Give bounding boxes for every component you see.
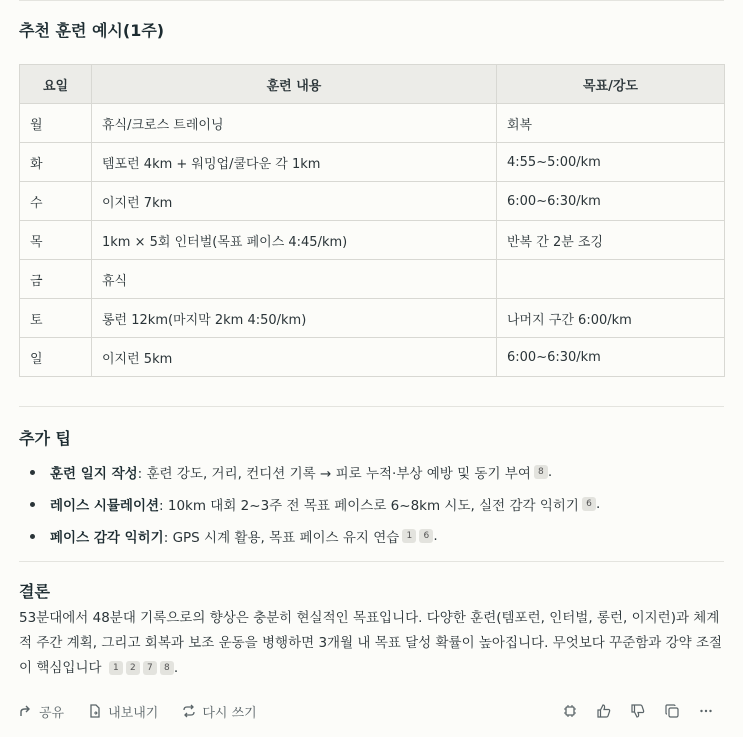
cell-content: 휴식/크로스 트레이닝 (92, 104, 497, 143)
more-button[interactable] (698, 703, 714, 719)
thumbs-down-button[interactable] (630, 703, 646, 719)
tip-heading: 훈련 일지 작성 (50, 466, 138, 482)
share-icon (19, 704, 33, 718)
cell-day: 토 (20, 299, 92, 338)
citation-badge[interactable]: 7 (143, 661, 157, 675)
copy-button[interactable] (664, 703, 680, 719)
table-row (20, 299, 725, 338)
tip-text: : 훈련 강도, 거리, 컨디션 기록 → 피로 누적·부상 예방 및 동기 부여 (137, 466, 531, 482)
bullet-icon (30, 534, 35, 539)
rewrite-label: 다시 쓰기 (202, 705, 257, 721)
citation-badge[interactable]: 6 (582, 497, 596, 511)
table-row (20, 221, 725, 260)
chip-icon (563, 704, 577, 718)
tips-list (30, 456, 600, 552)
section-title-tips: 추가 팁 (19, 429, 71, 448)
table-header-row (20, 65, 725, 104)
copy-icon (665, 704, 679, 718)
conclusion-end: . (173, 660, 179, 676)
conclusion-paragraph (19, 606, 729, 681)
header-content: 훈련 내용 (92, 65, 497, 104)
citation-badge[interactable]: 1 (109, 661, 123, 675)
bullet-icon (30, 470, 35, 475)
sources-button[interactable] (562, 703, 578, 719)
export-label: 내보내기 (108, 705, 159, 721)
conclusion-text: 53분대에서 48분대 기록으로의 향상은 충분히 현실적인 목표입니다. 다양한 훈련(템포런, 인터벌, 롱런, 이지런)과 체계적 주간 계획, 그리고 회복과 보조 운동을 병행하면 3개월 내 목표 달성 확률이 높아집니다. 무엇보다 꾸준함과 강약 조절이 핵심입니다 (19, 610, 723, 676)
bullet-icon (30, 502, 35, 507)
divider (19, 561, 724, 562)
tip-end: . (547, 464, 553, 480)
cell-day: 수 (20, 182, 92, 221)
tip-text: : 10km 대회 2~3주 전 목표 페이스로 6~8km 시도, 실전 감각 익히기 (159, 498, 579, 514)
cell-goal: 4:55~5:00/km (497, 143, 725, 182)
cell-day: 목 (20, 221, 92, 260)
cell-goal: 회복 (497, 104, 725, 143)
cell-goal: 6:00~6:30/km (497, 338, 725, 377)
section-title-weekly-plan: 추천 훈련 예시(1주) (19, 21, 165, 40)
cell-day: 화 (20, 143, 92, 182)
cell-day: 금 (20, 260, 92, 299)
cell-content: 롱런 12km(마지막 2km 4:50/km) (92, 299, 497, 338)
feedback-actions (544, 700, 714, 722)
export-button[interactable] (88, 702, 158, 721)
cell-goal (497, 260, 725, 299)
cell-goal: 나머지 구간 6:00/km (497, 299, 725, 338)
more-icon (699, 704, 713, 718)
divider (19, 406, 724, 407)
cell-day: 월 (20, 104, 92, 143)
citation-badge[interactable]: 6 (419, 529, 433, 543)
thumbs-down-icon (631, 704, 645, 718)
rewrite-icon (182, 704, 196, 718)
citation-badge[interactable]: 8 (534, 465, 548, 479)
tip-text: : GPS 시계 활용, 목표 페이스 유지 연습 (163, 530, 400, 546)
citation-badge[interactable]: 1 (402, 529, 416, 543)
training-plan-table (19, 64, 725, 377)
cell-content: 이지런 5km (92, 338, 497, 377)
list-item (30, 520, 600, 552)
section-title-conclusion: 결론 (19, 582, 50, 601)
cell-content: 1km × 5회 인터벌(목표 페이스 4:45/km) (92, 221, 497, 260)
top-divider (19, 0, 724, 1)
export-icon (88, 704, 102, 718)
action-bar (19, 700, 724, 722)
table-row (20, 260, 725, 299)
thumbs-up-icon (597, 704, 611, 718)
cell-goal: 6:00~6:30/km (497, 182, 725, 221)
cell-content: 휴식 (92, 260, 497, 299)
cell-content: 이지런 7km (92, 182, 497, 221)
cell-content: 템포런 4km + 워밍업/쿨다운 각 1km (92, 143, 497, 182)
citation-badge[interactable]: 8 (160, 661, 174, 675)
tip-end: . (433, 528, 438, 544)
header-goal: 목표/강도 (497, 65, 725, 104)
table-row (20, 143, 725, 182)
share-label: 공유 (39, 705, 65, 721)
tip-end: . (595, 496, 601, 512)
citation-badge[interactable]: 2 (126, 661, 140, 675)
list-item (30, 488, 600, 520)
table-row (20, 338, 725, 377)
cell-goal: 반복 간 2분 조깅 (497, 221, 725, 260)
list-item (30, 456, 600, 488)
cell-day: 일 (20, 338, 92, 377)
tip-heading: 페이스 감각 익히기 (50, 530, 164, 546)
rewrite-button[interactable] (182, 702, 256, 721)
thumbs-up-button[interactable] (596, 703, 612, 719)
table-row (20, 104, 725, 143)
header-day: 요일 (20, 65, 92, 104)
share-button[interactable] (19, 702, 64, 721)
tip-heading: 레이스 시뮬레이션 (50, 498, 160, 514)
table-row (20, 182, 725, 221)
